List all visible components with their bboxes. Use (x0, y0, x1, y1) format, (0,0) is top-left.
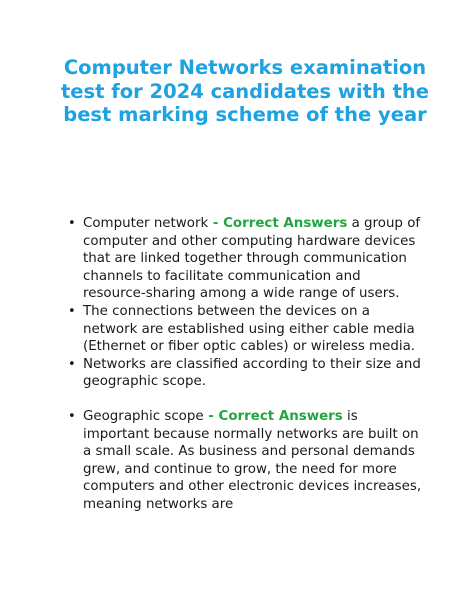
list-item (68, 356, 423, 391)
correct-answers-label: Correct Answers (223, 216, 348, 231)
correct-answers-label: Correct Answers (218, 408, 343, 424)
bullet-list (68, 215, 423, 514)
separator-text: - (208, 216, 224, 231)
separator-text: - (203, 408, 219, 424)
list-item (68, 215, 423, 303)
term-text: Geographic scope (83, 408, 204, 424)
item-text: Networks are classified according to their size and geographic scope. (83, 356, 421, 390)
definition-text: is important because normally networks are built on a small scale. As business and personal demands grew, and continue to grow, the need for more computers and other electronic devices increases, meaning networks are (83, 408, 422, 512)
bullet-icon: • (68, 356, 76, 372)
list-item (68, 408, 423, 514)
item-text: The connections between the devices on a network are established using either cable media (Ethernet or fiber optic cables) or wireless media. (83, 303, 416, 355)
bullet-icon: • (68, 408, 76, 424)
definition-text: a group of computer and other computing hardware devices that are linked together through communication channels to facilitate communication and resource-sharing among a wide range of users. (83, 216, 421, 302)
bullet-icon: • (68, 216, 76, 231)
document-title: Computer Networks examination test for 2024 candidates with the best marking scheme of the year (60, 56, 430, 126)
term-text: Computer network (83, 216, 209, 231)
bullet-icon: • (68, 303, 76, 319)
list-item (68, 303, 423, 356)
